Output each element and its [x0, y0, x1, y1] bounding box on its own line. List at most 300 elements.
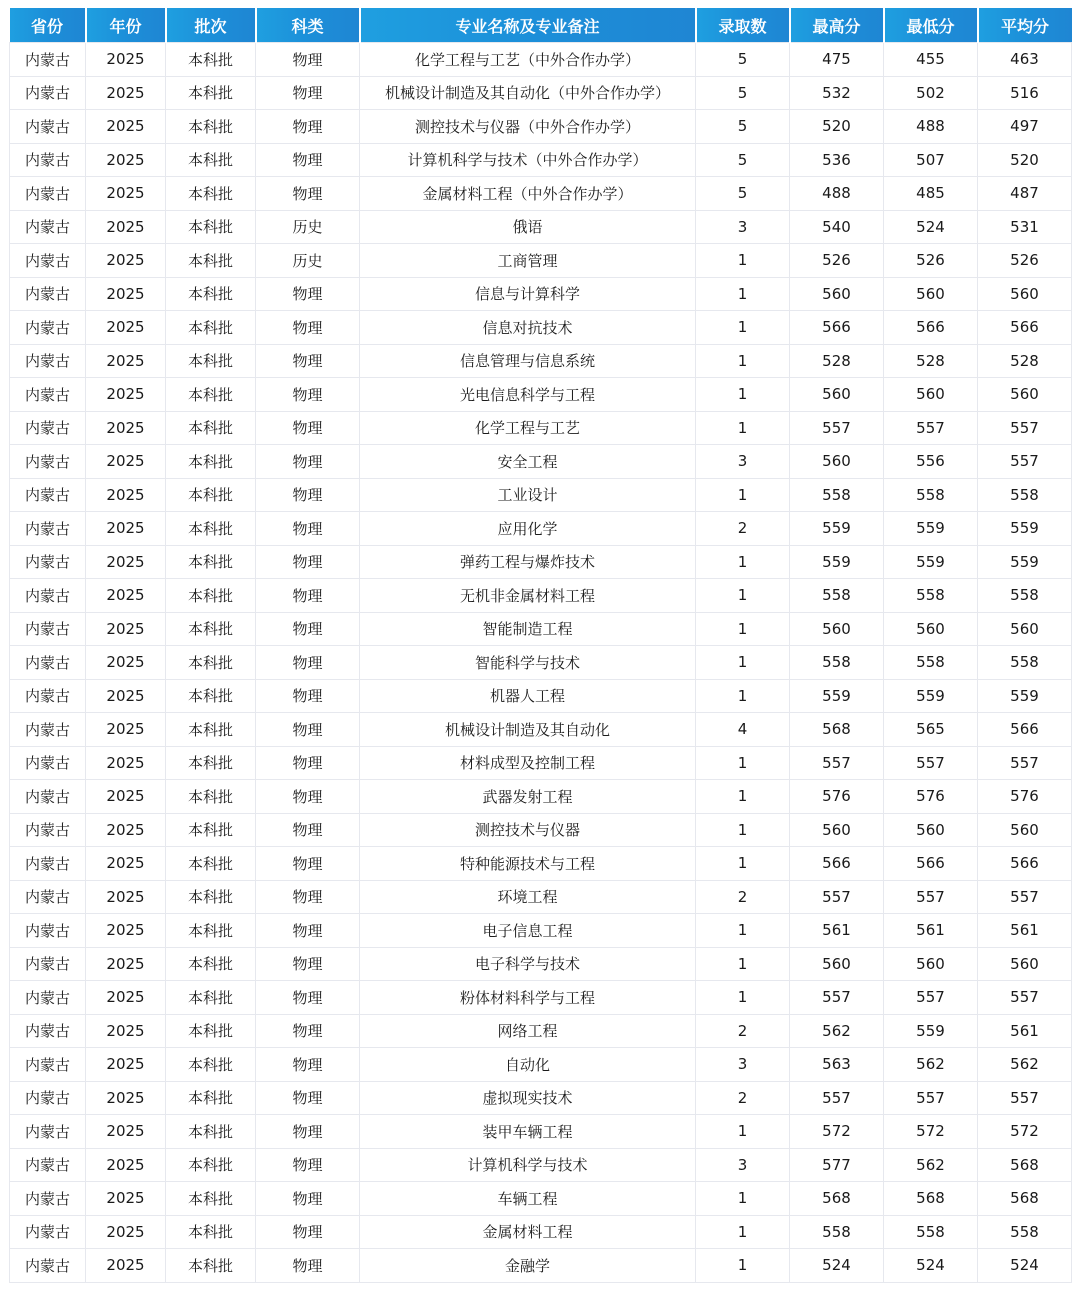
avg-score-cell: 568 — [978, 1148, 1072, 1182]
major-cell: 虚拟现实技术 — [360, 1081, 696, 1115]
table-row — [10, 411, 1072, 445]
major-cell: 计算机科学与技术 — [360, 1148, 696, 1182]
year-cell: 2025 — [86, 612, 166, 646]
avg-score-cell: 560 — [978, 612, 1072, 646]
batch-cell: 本科批 — [166, 947, 256, 981]
max-score-cell: 559 — [790, 512, 884, 546]
batch-header: 批次 — [166, 8, 256, 43]
subject-cell: 历史 — [256, 244, 360, 278]
year-cell: 2025 — [86, 76, 166, 110]
admitted-count-cell: 1 — [696, 1215, 790, 1249]
subject-cell: 物理 — [256, 1148, 360, 1182]
table-row — [10, 1148, 1072, 1182]
avg-score-cell: 528 — [978, 344, 1072, 378]
admitted-count-cell: 1 — [696, 545, 790, 579]
table-row — [10, 1182, 1072, 1216]
max-score-cell: 526 — [790, 244, 884, 278]
min-score-cell: 524 — [884, 210, 978, 244]
admitted-count-cell: 4 — [696, 713, 790, 747]
admitted-count-cell: 3 — [696, 1048, 790, 1082]
min-score-cell: 455 — [884, 43, 978, 77]
year-cell: 2025 — [86, 545, 166, 579]
avg-score-cell: 557 — [978, 411, 1072, 445]
province-cell: 内蒙古 — [10, 512, 86, 546]
subject-cell: 物理 — [256, 746, 360, 780]
province-cell: 内蒙古 — [10, 780, 86, 814]
table-row — [10, 847, 1072, 881]
batch-cell: 本科批 — [166, 813, 256, 847]
min-score-cell: 559 — [884, 1014, 978, 1048]
province-cell: 内蒙古 — [10, 411, 86, 445]
table-row — [10, 143, 1072, 177]
min-score-header: 最低分 — [884, 8, 978, 43]
max-score-cell: 568 — [790, 713, 884, 747]
major-cell: 金属材料工程（中外合作办学） — [360, 177, 696, 211]
max-score-cell: 562 — [790, 1014, 884, 1048]
admitted-count-cell: 5 — [696, 143, 790, 177]
min-score-cell: 558 — [884, 646, 978, 680]
avg-score-cell: 561 — [978, 1014, 1072, 1048]
subject-cell: 物理 — [256, 344, 360, 378]
province-cell: 内蒙古 — [10, 914, 86, 948]
subject-cell: 物理 — [256, 646, 360, 680]
min-score-cell: 562 — [884, 1148, 978, 1182]
batch-cell: 本科批 — [166, 244, 256, 278]
batch-cell: 本科批 — [166, 1249, 256, 1283]
admitted-count-cell: 1 — [696, 478, 790, 512]
max-score-cell: 560 — [790, 947, 884, 981]
table-row — [10, 177, 1072, 211]
major-cell: 信息管理与信息系统 — [360, 344, 696, 378]
min-score-cell: 560 — [884, 277, 978, 311]
province-cell: 内蒙古 — [10, 1115, 86, 1149]
avg-score-cell: 558 — [978, 579, 1072, 613]
subject-cell: 物理 — [256, 378, 360, 412]
province-cell: 内蒙古 — [10, 478, 86, 512]
batch-cell: 本科批 — [166, 1115, 256, 1149]
max-score-cell: 577 — [790, 1148, 884, 1182]
subject-cell: 物理 — [256, 1249, 360, 1283]
batch-cell: 本科批 — [166, 76, 256, 110]
subject-cell: 物理 — [256, 713, 360, 747]
admitted-count-cell: 1 — [696, 646, 790, 680]
admitted-count-cell: 1 — [696, 813, 790, 847]
table-row — [10, 512, 1072, 546]
subject-cell: 物理 — [256, 143, 360, 177]
subject-cell: 物理 — [256, 76, 360, 110]
table-row — [10, 1215, 1072, 1249]
major-cell: 智能制造工程 — [360, 612, 696, 646]
min-score-cell: 485 — [884, 177, 978, 211]
min-score-cell: 488 — [884, 110, 978, 144]
major-cell: 材料成型及控制工程 — [360, 746, 696, 780]
admitted-count-cell: 1 — [696, 1182, 790, 1216]
major-cell: 无机非金属材料工程 — [360, 579, 696, 613]
major-cell: 安全工程 — [360, 445, 696, 479]
batch-cell: 本科批 — [166, 445, 256, 479]
year-cell: 2025 — [86, 1048, 166, 1082]
year-cell: 2025 — [86, 411, 166, 445]
header-row — [10, 8, 1072, 43]
admitted-count-cell: 1 — [696, 1115, 790, 1149]
major-cell: 装甲车辆工程 — [360, 1115, 696, 1149]
year-cell: 2025 — [86, 244, 166, 278]
year-cell: 2025 — [86, 143, 166, 177]
major-cell: 粉体材料科学与工程 — [360, 981, 696, 1015]
batch-cell: 本科批 — [166, 1081, 256, 1115]
admitted-count-cell: 1 — [696, 579, 790, 613]
avg-score-cell: 560 — [978, 947, 1072, 981]
batch-cell: 本科批 — [166, 981, 256, 1015]
major-cell: 金属材料工程 — [360, 1215, 696, 1249]
batch-cell: 本科批 — [166, 713, 256, 747]
province-cell: 内蒙古 — [10, 1048, 86, 1082]
max-score-cell: 560 — [790, 277, 884, 311]
table-row — [10, 1115, 1072, 1149]
avg-score-cell: 557 — [978, 445, 1072, 479]
year-cell: 2025 — [86, 43, 166, 77]
table-row — [10, 579, 1072, 613]
admitted-count-cell: 5 — [696, 76, 790, 110]
batch-cell: 本科批 — [166, 277, 256, 311]
avg-score-cell: 566 — [978, 713, 1072, 747]
batch-cell: 本科批 — [166, 679, 256, 713]
province-cell: 内蒙古 — [10, 813, 86, 847]
min-score-cell: 565 — [884, 713, 978, 747]
min-score-cell: 558 — [884, 579, 978, 613]
max-score-cell: 488 — [790, 177, 884, 211]
batch-cell: 本科批 — [166, 143, 256, 177]
avg-score-cell: 566 — [978, 311, 1072, 345]
admitted-count-cell: 1 — [696, 847, 790, 881]
max-score-cell: 528 — [790, 344, 884, 378]
subject-cell: 物理 — [256, 177, 360, 211]
major-cell: 金融学 — [360, 1249, 696, 1283]
avg-score-cell: 559 — [978, 512, 1072, 546]
subject-cell: 物理 — [256, 914, 360, 948]
max-score-cell: 540 — [790, 210, 884, 244]
min-score-cell: 524 — [884, 1249, 978, 1283]
province-cell: 内蒙古 — [10, 210, 86, 244]
max-score-cell: 563 — [790, 1048, 884, 1082]
min-score-cell: 561 — [884, 914, 978, 948]
province-cell: 内蒙古 — [10, 378, 86, 412]
batch-cell: 本科批 — [166, 210, 256, 244]
table-row — [10, 1249, 1072, 1283]
major-cell: 武器发射工程 — [360, 780, 696, 814]
avg-score-cell: 531 — [978, 210, 1072, 244]
year-cell: 2025 — [86, 311, 166, 345]
max-score-cell: 559 — [790, 545, 884, 579]
table-body — [10, 43, 1072, 1283]
max-score-cell: 558 — [790, 579, 884, 613]
table-row — [10, 981, 1072, 1015]
year-cell: 2025 — [86, 679, 166, 713]
table-row — [10, 1048, 1072, 1082]
major-cell: 测控技术与仪器（中外合作办学） — [360, 110, 696, 144]
min-score-cell: 557 — [884, 880, 978, 914]
min-score-cell: 568 — [884, 1182, 978, 1216]
table-row — [10, 277, 1072, 311]
year-cell: 2025 — [86, 981, 166, 1015]
admitted-count-cell: 1 — [696, 311, 790, 345]
year-cell: 2025 — [86, 110, 166, 144]
min-score-cell: 557 — [884, 981, 978, 1015]
avg-score-cell: 559 — [978, 679, 1072, 713]
admitted-count-cell: 1 — [696, 981, 790, 1015]
admission-scores-table — [9, 8, 1072, 1283]
province-cell: 内蒙古 — [10, 244, 86, 278]
admitted-count-cell: 3 — [696, 445, 790, 479]
major-cell: 工业设计 — [360, 478, 696, 512]
table-row — [10, 713, 1072, 747]
year-cell: 2025 — [86, 780, 166, 814]
table-row — [10, 545, 1072, 579]
subject-cell: 物理 — [256, 411, 360, 445]
max-score-cell: 559 — [790, 679, 884, 713]
min-score-cell: 560 — [884, 612, 978, 646]
table-row — [10, 110, 1072, 144]
admitted-count-cell: 3 — [696, 210, 790, 244]
subject-cell: 物理 — [256, 847, 360, 881]
avg-score-cell: 560 — [978, 277, 1072, 311]
batch-cell: 本科批 — [166, 177, 256, 211]
max-score-cell: 557 — [790, 981, 884, 1015]
year-cell: 2025 — [86, 914, 166, 948]
avg-score-cell: 562 — [978, 1048, 1072, 1082]
year-cell: 2025 — [86, 1115, 166, 1149]
year-cell: 2025 — [86, 344, 166, 378]
table-row — [10, 1014, 1072, 1048]
max-score-cell: 561 — [790, 914, 884, 948]
table-row — [10, 780, 1072, 814]
year-cell: 2025 — [86, 512, 166, 546]
year-cell: 2025 — [86, 478, 166, 512]
min-score-cell: 558 — [884, 1215, 978, 1249]
province-cell: 内蒙古 — [10, 579, 86, 613]
batch-cell: 本科批 — [166, 1215, 256, 1249]
min-score-cell: 566 — [884, 847, 978, 881]
max-score-cell: 475 — [790, 43, 884, 77]
major-cell: 计算机科学与技术（中外合作办学） — [360, 143, 696, 177]
major-cell: 网络工程 — [360, 1014, 696, 1048]
min-score-cell: 560 — [884, 378, 978, 412]
avg-score-cell: 557 — [978, 880, 1072, 914]
avg-score-cell: 463 — [978, 43, 1072, 77]
major-cell: 测控技术与仪器 — [360, 813, 696, 847]
min-score-cell: 562 — [884, 1048, 978, 1082]
table-row — [10, 646, 1072, 680]
subject-cell: 物理 — [256, 311, 360, 345]
batch-cell: 本科批 — [166, 378, 256, 412]
table-row — [10, 76, 1072, 110]
year-header: 年份 — [86, 8, 166, 43]
min-score-cell: 560 — [884, 947, 978, 981]
min-score-cell: 558 — [884, 478, 978, 512]
batch-cell: 本科批 — [166, 311, 256, 345]
max-score-cell: 560 — [790, 378, 884, 412]
year-cell: 2025 — [86, 746, 166, 780]
major-cell: 机械设计制造及其自动化（中外合作办学） — [360, 76, 696, 110]
year-cell: 2025 — [86, 713, 166, 747]
admitted-count-cell: 3 — [696, 1148, 790, 1182]
year-cell: 2025 — [86, 847, 166, 881]
table-row — [10, 210, 1072, 244]
subject-cell: 物理 — [256, 981, 360, 1015]
admitted-count-cell: 1 — [696, 947, 790, 981]
province-cell: 内蒙古 — [10, 1215, 86, 1249]
table-row — [10, 478, 1072, 512]
province-cell: 内蒙古 — [10, 713, 86, 747]
year-cell: 2025 — [86, 378, 166, 412]
max-score-cell: 560 — [790, 813, 884, 847]
min-score-cell: 559 — [884, 545, 978, 579]
admitted-count-cell: 2 — [696, 880, 790, 914]
table-row — [10, 813, 1072, 847]
table-row — [10, 746, 1072, 780]
subject-cell: 物理 — [256, 880, 360, 914]
max-score-cell: 520 — [790, 110, 884, 144]
province-cell: 内蒙古 — [10, 646, 86, 680]
batch-cell: 本科批 — [166, 545, 256, 579]
min-score-cell: 557 — [884, 746, 978, 780]
admitted-count-cell: 1 — [696, 344, 790, 378]
subject-cell: 物理 — [256, 512, 360, 546]
batch-cell: 本科批 — [166, 1048, 256, 1082]
province-cell: 内蒙古 — [10, 679, 86, 713]
avg-score-cell: 560 — [978, 813, 1072, 847]
subject-cell: 物理 — [256, 612, 360, 646]
subject-cell: 物理 — [256, 679, 360, 713]
year-cell: 2025 — [86, 177, 166, 211]
province-cell: 内蒙古 — [10, 311, 86, 345]
max-score-cell: 566 — [790, 311, 884, 345]
table-row — [10, 311, 1072, 345]
province-cell: 内蒙古 — [10, 277, 86, 311]
province-cell: 内蒙古 — [10, 981, 86, 1015]
avg-score-cell: 557 — [978, 981, 1072, 1015]
table-row — [10, 1081, 1072, 1115]
batch-cell: 本科批 — [166, 646, 256, 680]
max-score-cell: 532 — [790, 76, 884, 110]
admitted-count-cell: 5 — [696, 110, 790, 144]
year-cell: 2025 — [86, 1249, 166, 1283]
avg-score-cell: 558 — [978, 646, 1072, 680]
table-row — [10, 914, 1072, 948]
table-row — [10, 378, 1072, 412]
subject-cell: 物理 — [256, 1182, 360, 1216]
batch-cell: 本科批 — [166, 512, 256, 546]
major-cell: 工商管理 — [360, 244, 696, 278]
avg-score-cell: 526 — [978, 244, 1072, 278]
major-cell: 化学工程与工艺 — [360, 411, 696, 445]
subject-cell: 物理 — [256, 813, 360, 847]
table-row — [10, 43, 1072, 77]
subject-cell: 物理 — [256, 110, 360, 144]
year-cell: 2025 — [86, 947, 166, 981]
avg-score-cell: 524 — [978, 1249, 1072, 1283]
avg-score-cell: 561 — [978, 914, 1072, 948]
table-row — [10, 344, 1072, 378]
major-cell: 环境工程 — [360, 880, 696, 914]
province-cell: 内蒙古 — [10, 445, 86, 479]
year-cell: 2025 — [86, 277, 166, 311]
province-cell: 内蒙古 — [10, 1081, 86, 1115]
min-score-cell: 572 — [884, 1115, 978, 1149]
avg-score-cell: 487 — [978, 177, 1072, 211]
max-score-cell: 524 — [790, 1249, 884, 1283]
province-cell: 内蒙古 — [10, 545, 86, 579]
batch-cell: 本科批 — [166, 1182, 256, 1216]
province-cell: 内蒙古 — [10, 344, 86, 378]
year-cell: 2025 — [86, 1215, 166, 1249]
subject-cell: 物理 — [256, 1081, 360, 1115]
avg-score-header: 平均分 — [978, 8, 1072, 43]
batch-cell: 本科批 — [166, 880, 256, 914]
province-cell: 内蒙古 — [10, 1014, 86, 1048]
avg-score-cell: 516 — [978, 76, 1072, 110]
avg-score-cell: 497 — [978, 110, 1072, 144]
province-cell: 内蒙古 — [10, 1249, 86, 1283]
subject-cell: 物理 — [256, 947, 360, 981]
avg-score-cell: 576 — [978, 780, 1072, 814]
batch-cell: 本科批 — [166, 579, 256, 613]
major-cell: 电子信息工程 — [360, 914, 696, 948]
admitted-count-cell: 1 — [696, 679, 790, 713]
subject-cell: 物理 — [256, 579, 360, 613]
batch-cell: 本科批 — [166, 612, 256, 646]
major-cell: 车辆工程 — [360, 1182, 696, 1216]
min-score-cell: 507 — [884, 143, 978, 177]
province-cell: 内蒙古 — [10, 947, 86, 981]
year-cell: 2025 — [86, 880, 166, 914]
table-row — [10, 679, 1072, 713]
avg-score-cell: 520 — [978, 143, 1072, 177]
major-cell: 机器人工程 — [360, 679, 696, 713]
province-cell: 内蒙古 — [10, 880, 86, 914]
major-cell: 信息对抗技术 — [360, 311, 696, 345]
admitted-count-cell: 1 — [696, 277, 790, 311]
major-cell: 应用化学 — [360, 512, 696, 546]
max-score-cell: 557 — [790, 411, 884, 445]
min-score-cell: 560 — [884, 813, 978, 847]
table-row — [10, 445, 1072, 479]
batch-cell: 本科批 — [166, 914, 256, 948]
batch-cell: 本科批 — [166, 110, 256, 144]
max-score-header: 最高分 — [790, 8, 884, 43]
province-cell: 内蒙古 — [10, 143, 86, 177]
major-cell: 特种能源技术与工程 — [360, 847, 696, 881]
batch-cell: 本科批 — [166, 43, 256, 77]
major-cell: 信息与计算科学 — [360, 277, 696, 311]
avg-score-cell: 572 — [978, 1115, 1072, 1149]
province-cell: 内蒙古 — [10, 76, 86, 110]
major-cell: 俄语 — [360, 210, 696, 244]
avg-score-cell: 557 — [978, 746, 1072, 780]
admitted-count-cell: 1 — [696, 780, 790, 814]
admitted-count-cell: 2 — [696, 512, 790, 546]
major-cell: 机械设计制造及其自动化 — [360, 713, 696, 747]
admitted-count-cell: 1 — [696, 411, 790, 445]
batch-cell: 本科批 — [166, 780, 256, 814]
major-cell: 智能科学与技术 — [360, 646, 696, 680]
year-cell: 2025 — [86, 579, 166, 613]
year-cell: 2025 — [86, 1182, 166, 1216]
table-row — [10, 244, 1072, 278]
year-cell: 2025 — [86, 1014, 166, 1048]
admitted-count-header: 录取数 — [696, 8, 790, 43]
subject-cell: 物理 — [256, 445, 360, 479]
